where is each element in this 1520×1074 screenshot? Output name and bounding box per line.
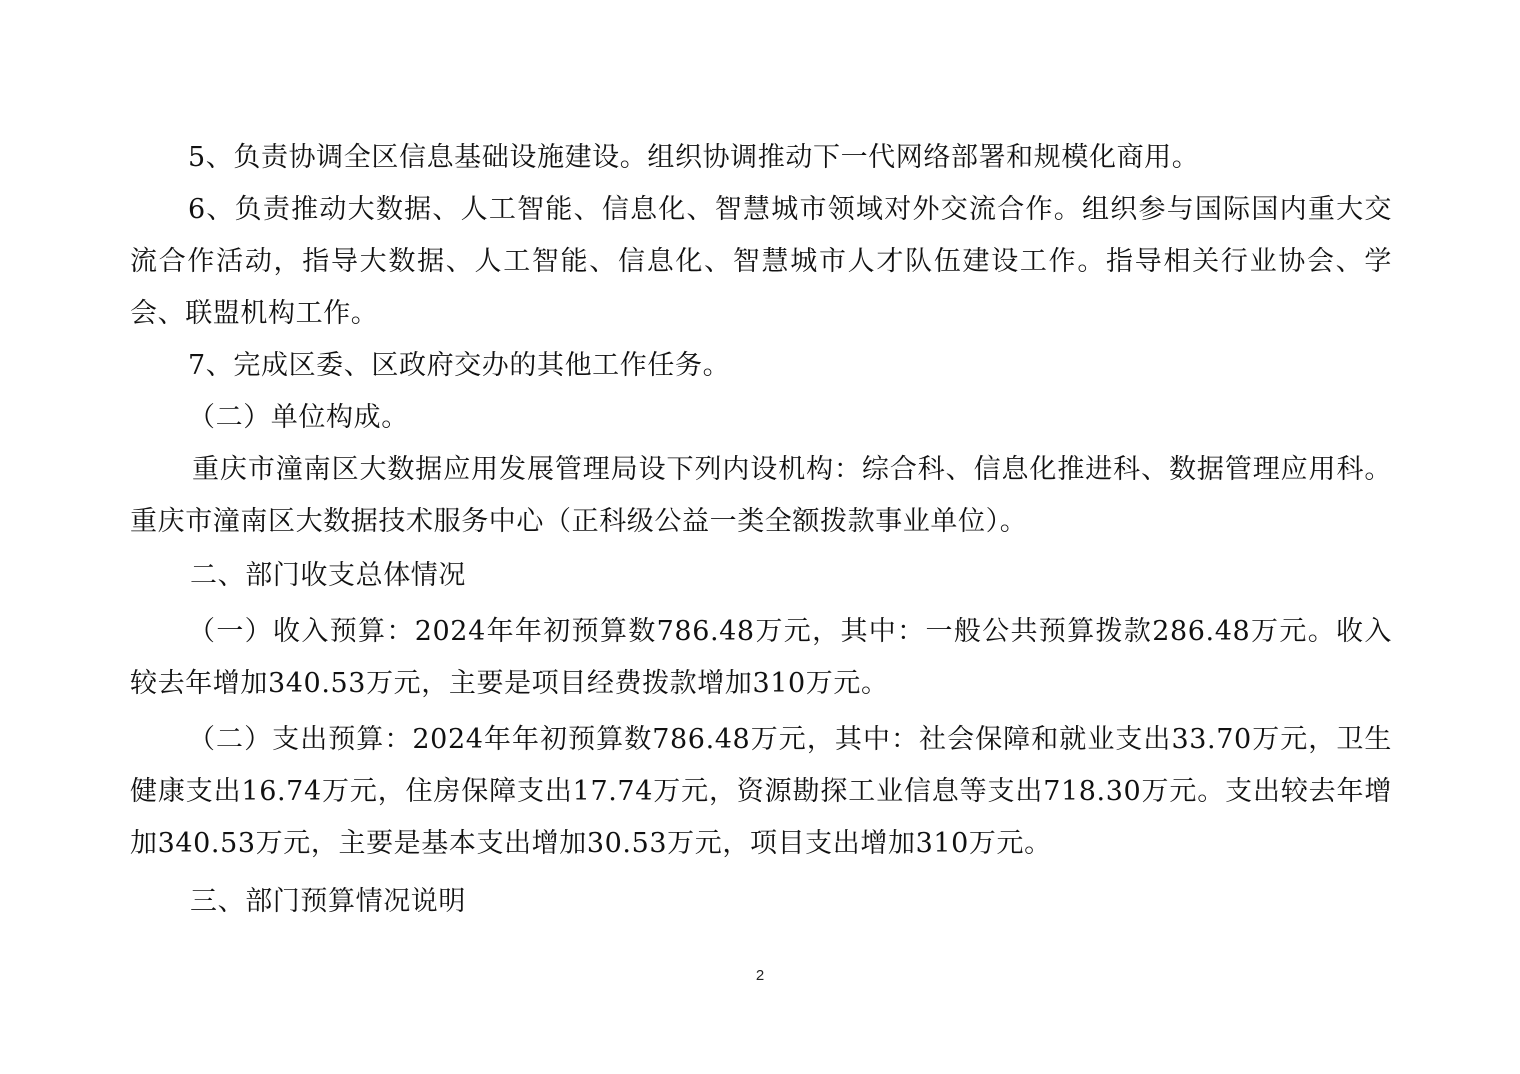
unit-composition-body: 重庆市潼南区大数据应用发展管理局设下列内设机构：综合科、信息化推进科、数据管理应用科。重庆市潼南区大数据技术服务中心（正科级公益一类全额拨款事业单位）。 (130, 454, 1392, 537)
expense-budget-paragraph (130, 714, 1392, 870)
expense-budget-label: （二）支出预算 (188, 724, 385, 755)
section-3-heading: 三、部门预算情况说明 (190, 886, 466, 917)
page-number: 2 (755, 967, 765, 984)
income-budget-label: （一）收入预算 (188, 616, 387, 647)
unit-composition-heading: （二）单位构成。 (188, 402, 409, 433)
expense-budget-text: ：2024年年初预算数786.48万元，其中：社会保障和就业支出33.70万元，卫生健康支出16.74万元，住房保障支出17.74万元，资源勘探工业信息等支出718.30万元。支出较去年增加340.53万元，主要是基本支出增加30.53万元，项目支出增加310万元。 (130, 724, 1393, 859)
paragraph-item-6: 6、负责推动大数据、人工智能、信息化、智慧城市领域对外交流合作。组织参与国际国内重大交流合作活动，指导大数据、人工智能、信息化、智慧城市人才队伍建设工作。指导相关行业协会、学会、联盟机构工作。 (130, 194, 1392, 329)
paragraph-item-5: 5、负责协调全区信息基础设施建设。组织协调推动下一代网络部署和规模化商用。 (188, 142, 1200, 173)
paragraph-item-7: 7、完成区委、区政府交办的其他工作任务。 (188, 350, 731, 381)
income-budget-paragraph (130, 606, 1392, 710)
section-2-heading: 二、部门收支总体情况 (190, 560, 466, 591)
income-budget-text: ：2024年年初预算数786.48万元，其中：一般公共预算拨款286.48万元。收入较去年增加340.53万元，主要是项目经费拨款增加310万元。 (130, 616, 1392, 699)
